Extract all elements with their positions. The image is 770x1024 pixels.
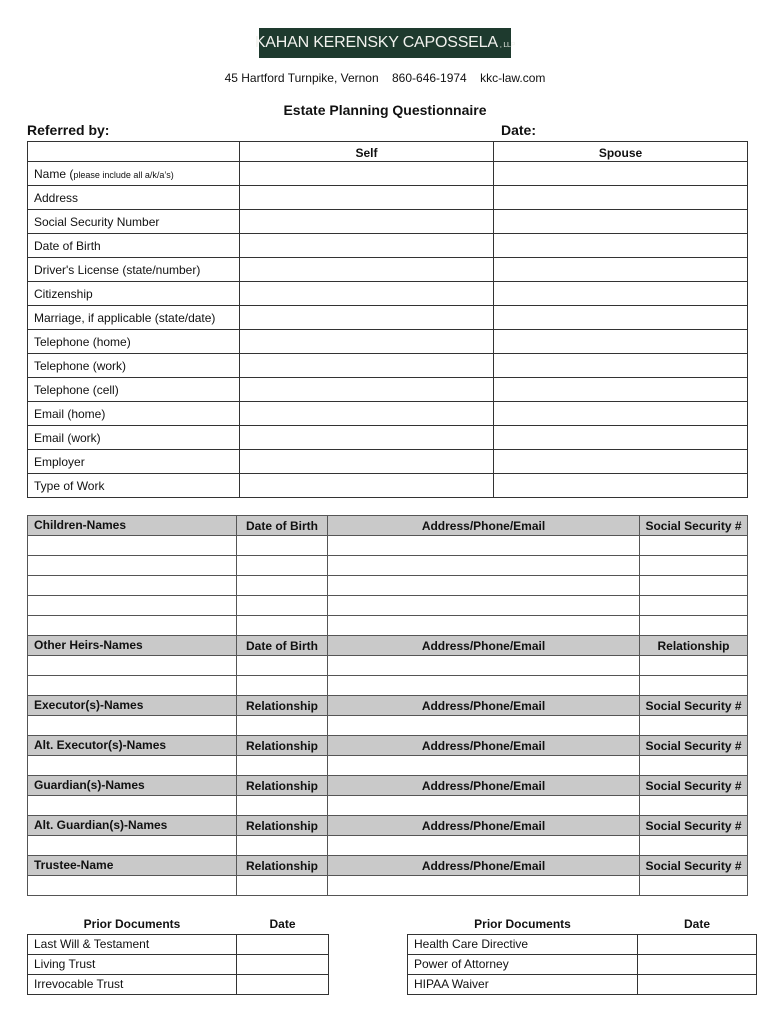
row-label: Driver's License (state/number) (28, 258, 240, 282)
section-name-header: Guardian(s)-Names (28, 776, 237, 796)
self-field[interactable] (240, 450, 494, 474)
table-row (28, 210, 748, 234)
section-name-header: Alt. Guardian(s)-Names (28, 816, 237, 836)
table-row (28, 474, 748, 498)
table-row (28, 596, 748, 616)
spouse-field[interactable] (494, 162, 748, 186)
row-label: Email (work) (28, 426, 240, 450)
table-row (28, 186, 748, 210)
row-label: Address (28, 186, 240, 210)
self-field[interactable] (240, 330, 494, 354)
document-date-field[interactable] (237, 974, 329, 994)
contact-field[interactable] (328, 756, 640, 776)
col4-field[interactable] (640, 656, 748, 676)
contact-field[interactable] (328, 836, 640, 856)
section-col4-header: Social Security # (640, 816, 748, 836)
section-name-header: Children-Names (28, 516, 237, 536)
col2-field[interactable] (237, 616, 328, 636)
section-col3-header: Address/Phone/Email (328, 856, 640, 876)
self-field[interactable] (240, 474, 494, 498)
table-row (28, 402, 748, 426)
prior-date-header: Date (683, 917, 710, 932)
contact-field[interactable] (328, 596, 640, 616)
table-row (28, 974, 329, 994)
section-name-header: Executor(s)-Names (28, 696, 237, 716)
referred-by-label: Referred by: (27, 122, 110, 138)
document-date-field[interactable] (638, 934, 757, 954)
document-date-field[interactable] (638, 974, 757, 994)
table-row (28, 934, 329, 954)
self-field[interactable] (240, 426, 494, 450)
section-col4-header: Social Security # (640, 696, 748, 716)
personal-header-row (28, 142, 748, 162)
alt-guardian-header-row (28, 816, 748, 836)
col4-field[interactable] (640, 716, 748, 736)
table-row (28, 306, 748, 330)
self-field[interactable] (240, 210, 494, 234)
spouse-field[interactable] (494, 402, 748, 426)
guardian-header-row (28, 776, 748, 796)
table-row (28, 162, 748, 186)
spouse-field[interactable] (494, 186, 748, 210)
name-field[interactable] (28, 656, 237, 676)
table-row (408, 954, 757, 974)
name-field[interactable] (28, 616, 237, 636)
prior-date-header: Date (269, 917, 296, 932)
section-name-header: Trustee-Name (28, 856, 237, 876)
contact-field[interactable] (328, 876, 640, 896)
section-col3-header: Address/Phone/Email (328, 696, 640, 716)
col4-field[interactable] (640, 596, 748, 616)
logo-text: KAHAN KERENSKY CAPOSSELA (254, 34, 498, 51)
spouse-field[interactable] (494, 282, 748, 306)
date-label: Date: (501, 122, 537, 138)
self-field[interactable] (240, 378, 494, 402)
row-label: Citizenship (28, 282, 240, 306)
name-label: Name ( (34, 166, 74, 181)
spouse-field[interactable] (494, 258, 748, 282)
section-col3-header: Address/Phone/Email (328, 816, 640, 836)
table-row (28, 378, 748, 402)
table-row (28, 836, 748, 856)
table-row (28, 426, 748, 450)
name-field[interactable] (28, 756, 237, 776)
col4-field[interactable] (640, 796, 748, 816)
document-label: Living Trust (28, 954, 237, 974)
table-row (28, 450, 748, 474)
section-name-header: Alt. Executor(s)-Names (28, 736, 237, 756)
spouse-field[interactable] (494, 306, 748, 330)
document-label: Irrevocable Trust (28, 974, 237, 994)
section-col4-header: Social Security # (640, 776, 748, 796)
table-row (28, 676, 748, 696)
section-col3-header: Address/Phone/Email (328, 776, 640, 796)
spouse-field[interactable] (494, 474, 748, 498)
table-row (28, 876, 748, 896)
personal-info-table (27, 141, 748, 498)
self-field[interactable] (240, 186, 494, 210)
section-name-header: Other Heirs-Names (28, 636, 237, 656)
spouse-field[interactable] (494, 234, 748, 258)
children-header-row (28, 516, 748, 536)
row-label: Social Security Number (28, 210, 240, 234)
table-row (408, 974, 757, 994)
spouse-field[interactable] (494, 330, 748, 354)
col4-field[interactable] (640, 876, 748, 896)
beneficiaries-table (27, 515, 748, 896)
name-note: please include all a/k/a’s) (73, 169, 174, 180)
document-date-field[interactable] (638, 954, 757, 974)
col2-field[interactable] (237, 716, 328, 736)
table-row (28, 716, 748, 736)
section-col3-header: Address/Phone/Email (328, 636, 640, 656)
self-field[interactable] (240, 258, 494, 282)
firm-logo (254, 28, 516, 58)
self-field[interactable] (240, 306, 494, 330)
col2-field[interactable] (237, 556, 328, 576)
section-col4-header: Social Security # (640, 856, 748, 876)
name-field[interactable] (28, 876, 237, 896)
contact-line (0, 71, 770, 85)
table-row (28, 282, 748, 306)
col4-field[interactable] (640, 556, 748, 576)
spouse-field[interactable] (494, 210, 748, 234)
self-field[interactable] (240, 402, 494, 426)
document-label: HIPAA Waiver (408, 974, 638, 994)
section-col2-header: Date of Birth (237, 516, 328, 536)
contact-field[interactable] (328, 536, 640, 556)
col2-field[interactable] (237, 796, 328, 816)
document-label: Power of Attorney (408, 954, 638, 974)
section-col4-header: Social Security # (640, 736, 748, 756)
section-col2-header: Relationship (237, 856, 328, 876)
name-field[interactable] (28, 576, 237, 596)
section-col2-header: Relationship (237, 696, 328, 716)
document-date-field[interactable] (237, 934, 329, 954)
logo-suffix: , LLP (499, 41, 516, 49)
col2-field[interactable] (237, 576, 328, 596)
table-row (28, 576, 748, 596)
table-row (28, 616, 748, 636)
col4-field[interactable] (640, 676, 748, 696)
section-col4-header: Relationship (640, 636, 748, 656)
section-col2-header: Relationship (237, 776, 328, 796)
row-label-name (28, 162, 240, 186)
table-row (28, 536, 748, 556)
prior-docs-header: Prior Documents (83, 917, 181, 932)
contact-field[interactable] (328, 796, 640, 816)
name-field[interactable] (28, 836, 237, 856)
self-field[interactable] (240, 162, 494, 186)
firm-phone: 860-646-1974 (392, 71, 467, 85)
contact-field[interactable] (328, 616, 640, 636)
contact-field[interactable] (328, 656, 640, 676)
self-field[interactable] (240, 234, 494, 258)
col2-field[interactable] (237, 596, 328, 616)
row-label: Marriage, if applicable (state/date) (28, 306, 240, 330)
col2-field[interactable] (237, 876, 328, 896)
spouse-field[interactable] (494, 426, 748, 450)
table-row (28, 954, 329, 974)
table-row (28, 796, 748, 816)
col2-field[interactable] (237, 756, 328, 776)
document-label: Health Care Directive (408, 934, 638, 954)
executor-header-row (28, 696, 748, 716)
row-label: Type of Work (28, 474, 240, 498)
row-label: Employer (28, 450, 240, 474)
name-field[interactable] (28, 556, 237, 576)
self-field[interactable] (240, 354, 494, 378)
self-header: Self (240, 142, 494, 162)
row-label: Telephone (work) (28, 354, 240, 378)
heirs-header-row (28, 636, 748, 656)
table-row (28, 234, 748, 258)
document-date-field[interactable] (237, 954, 329, 974)
name-field[interactable] (28, 676, 237, 696)
col4-field[interactable] (640, 756, 748, 776)
name-field[interactable] (28, 716, 237, 736)
spouse-field[interactable] (494, 378, 748, 402)
table-row (28, 330, 748, 354)
firm-address: 45 Hartford Turnpike, Vernon (224, 71, 379, 85)
spouse-field[interactable] (494, 450, 748, 474)
col4-field[interactable] (640, 836, 748, 856)
row-label: Telephone (home) (28, 330, 240, 354)
contact-field[interactable] (328, 556, 640, 576)
table-row (28, 258, 748, 282)
col4-field[interactable] (640, 536, 748, 556)
row-label: Telephone (cell) (28, 378, 240, 402)
col2-field[interactable] (237, 656, 328, 676)
table-row (28, 656, 748, 676)
section-col4-header: Social Security # (640, 516, 748, 536)
self-field[interactable] (240, 282, 494, 306)
contact-field[interactable] (328, 576, 640, 596)
table-row (28, 556, 748, 576)
row-label: Email (home) (28, 402, 240, 426)
col4-field[interactable] (640, 616, 748, 636)
table-row (408, 934, 757, 954)
table-row (28, 756, 748, 776)
col4-field[interactable] (640, 576, 748, 596)
prior-documents-left (27, 915, 329, 995)
name-field[interactable] (28, 796, 237, 816)
page-title: Estate Planning Questionnaire (283, 102, 487, 118)
blank-header (28, 142, 240, 162)
alt-executor-header-row (28, 736, 748, 756)
section-col3-header: Address/Phone/Email (328, 736, 640, 756)
prior-docs-header: Prior Documents (474, 917, 571, 932)
contact-field[interactable] (328, 676, 640, 696)
name-field[interactable] (28, 596, 237, 616)
col2-field[interactable] (237, 536, 328, 556)
row-label: Date of Birth (28, 234, 240, 258)
section-col3-header: Address/Phone/Email (328, 516, 640, 536)
table-row (28, 354, 748, 378)
section-col2-header: Relationship (237, 816, 328, 836)
prior-documents-right (407, 915, 757, 995)
spouse-header: Spouse (494, 142, 748, 162)
contact-field[interactable] (328, 716, 640, 736)
firm-website: kkc-law.com (480, 71, 546, 85)
col2-field[interactable] (237, 836, 328, 856)
spouse-field[interactable] (494, 354, 748, 378)
document-label: Last Will & Testament (28, 934, 237, 954)
people-tables (27, 515, 747, 896)
section-col2-header: Date of Birth (237, 636, 328, 656)
name-field[interactable] (28, 536, 237, 556)
section-col2-header: Relationship (237, 736, 328, 756)
col2-field[interactable] (237, 676, 328, 696)
trustee-header-row (28, 856, 748, 876)
